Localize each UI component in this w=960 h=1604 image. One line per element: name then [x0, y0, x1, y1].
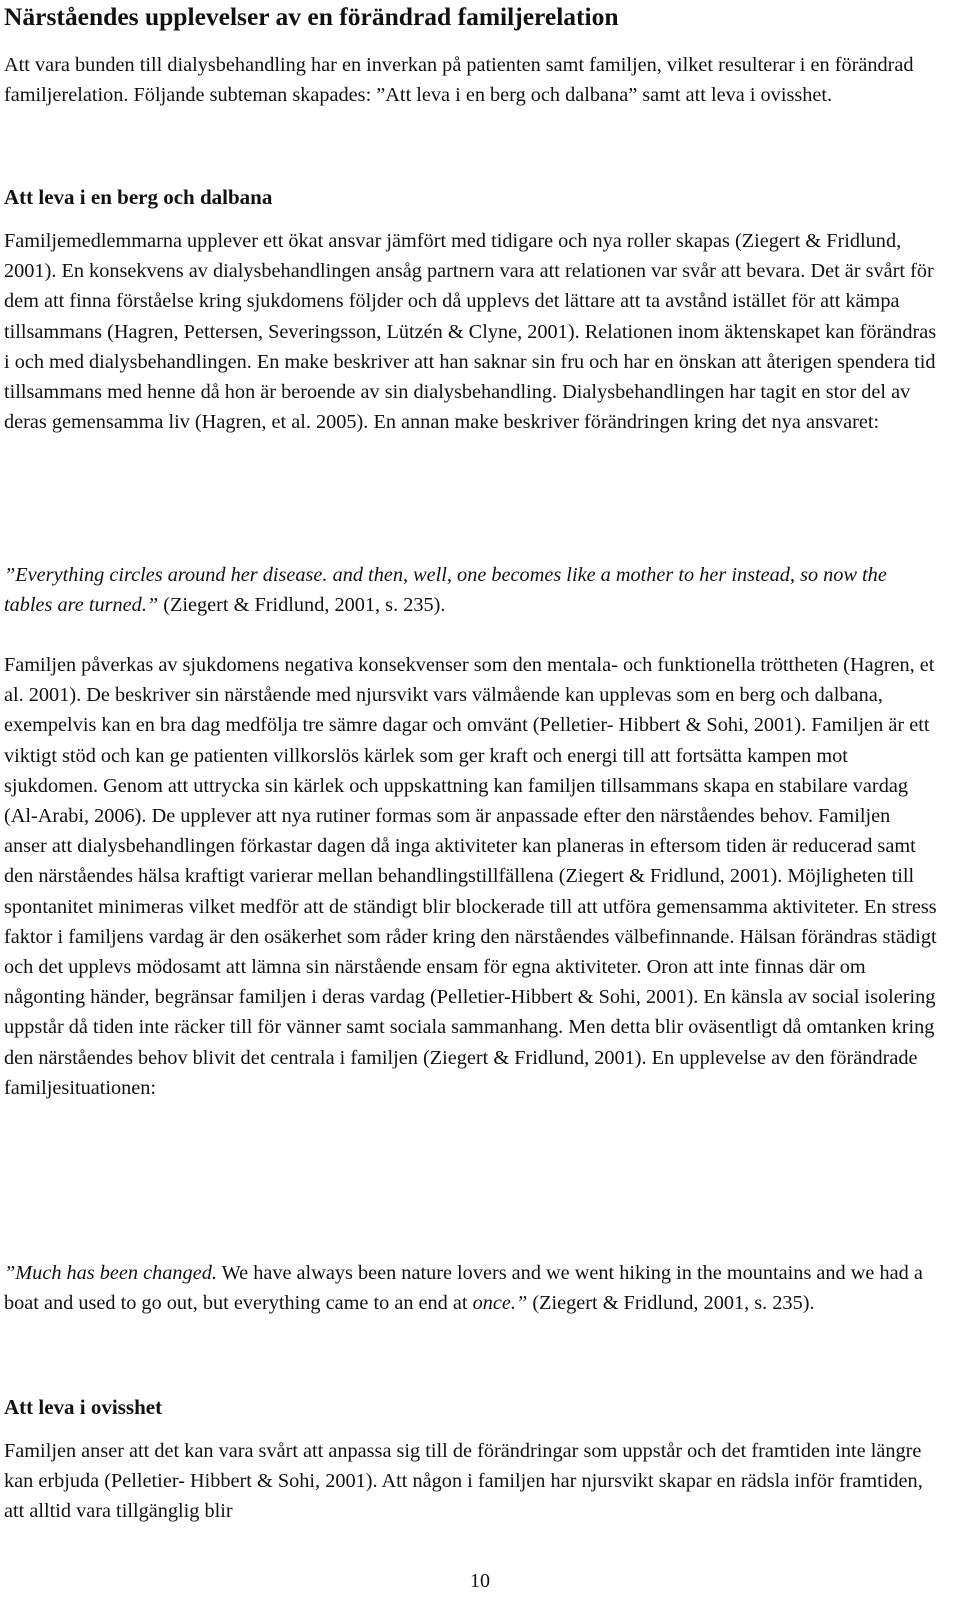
body-paragraph: Familjen påverkas av sjukdomens negativa konsekvenser som den mentala- och funktionella tröttheten (Hagren, et al. 2001). De beskriver sin närstående med njursvikt vars välmående kan upplevas som en berg och dalbana, exempelvis kan en bra dag medfölja tre sämre dagar och omvänt (Pelletier- Hibbert & Sohi, 2001). Familjen är ett viktigt stöd och kan ge patienten villkorslös kärlek som ger kraft och energi till att fortsätta kampen mot sjukdomen. Genom att uttrycka sin kärlek och uppskattning kan familjen tillsammans skapa en stabilare vardag (Al-Arabi, 2006). De upplever att nya rutiner formas som är anpassade efter den närståendes behov. Familjen anser att dialysbehandlingen förkastar dagen då inga aktiviteter kan planeras in eftersom tiden är reducerad samt den närståendes hälsa kraftigt varierar mellan behandlingstillfällena (Ziegert & Fridlund, 2001). Möjligheten till spontanitet minimeras vilket medför att de ständigt blir blockerade till att utföra gemensamma aktiviteter. En stress faktor i familjens vardag är den osäkerhet som råder kring den närståendes välbefinnande. Hälsan förändras städigt och det upplevs mödosamt att lämna sin närstående ensam för egna aktiviteter. Oron att inte finnas där om någonting händer, begränsar familjen i deras vardag (Pelletier-Hibbert & Sohi, 2001). En känsla av social isolering uppstår då tiden inte räcker till för vänner samt sociala sammanhang. Men detta blir oväsentligt då omtanken kring den närståendes behov blivit det centrala i familjen (Ziegert & Fridlund, 2001). En upplevelse av den förändrade familjesituationen: [4, 654, 937, 1099]
block-quote [4, 560, 938, 620]
block-quote [4, 1258, 938, 1318]
quote-citation: (Ziegert & Fridlund, 2001, s. 235). [527, 1292, 815, 1315]
body-paragraph: Familjen anser att det kan vara svårt att anpassa sig till de förändringar som uppstår och det framtiden inte längre kan erbjuda (Pelletier- Hibbert & Sohi, 2001). Att någon i familjen har njursvikt skapar en rädsla inför framtiden, att alltid vara tillgänglig blir [4, 1440, 923, 1523]
quote-text: ”Much has been changed. [4, 1262, 217, 1284]
quote-text: We have always been nature lovers and we went hiking in the mountains and we had a boat and used to go out, but everything came to an end at [4, 1262, 923, 1315]
quote-text: once.” [472, 1292, 528, 1315]
section-heading-ovisshet: Att leva i ovisshet [4, 1395, 163, 1419]
body-paragraph: Familjemedlemmarna upplever ett ökat ansvar jämfört med tidigare och nya roller skapas (Ziegert & Fridlund, 2001). En konsekvens av dialysbehandlingen ansåg partnern vara att relationen var svår att bevara. Det är svårt för dem att finna förståelse kring sjukdomens följder och då upplevs det lättare att ta avstånd istället för att kämpa tillsammans (Hagren, Pettersen, Severingsson, Lützén & Clyne, 2001). Relationen inom äktenskapet kan förändras i och med dialysbehandlingen. En make beskriver att han saknar sin fru och har en önskan att återigen spendera tid tillsammans med henne då hon är beroende av sin dialysbehandling. Dialysbehandlingen har tagit en stor del av deras gemensamma liv (Hagren, et al. 2005). En annan make beskriver förändringen kring det nya ansvaret: [4, 230, 937, 434]
page-title: Närståendes upplevelser av en förändrad familjerelation [4, 2, 619, 31]
section-heading-berg-och-dalbana: Att leva i en berg och dalbana [4, 185, 273, 209]
page-number: 10 [470, 1570, 490, 1592]
quote-citation: (Ziegert & Fridlund, 2001, s. 235). [158, 594, 446, 617]
intro-paragraph: Att vara bunden till dialysbehandling har en inverkan på patienten samt familjen, vilket resulterar i en förändrad familjerelation. Följande subteman skapades: ”Att leva i en berg och dalbana” samt att leva i ovisshet. [4, 54, 914, 107]
quote-text: ”Everything circles around her disease. and then, well, one becomes like a mother to her instead, so now the tables are turned.” [4, 564, 887, 617]
